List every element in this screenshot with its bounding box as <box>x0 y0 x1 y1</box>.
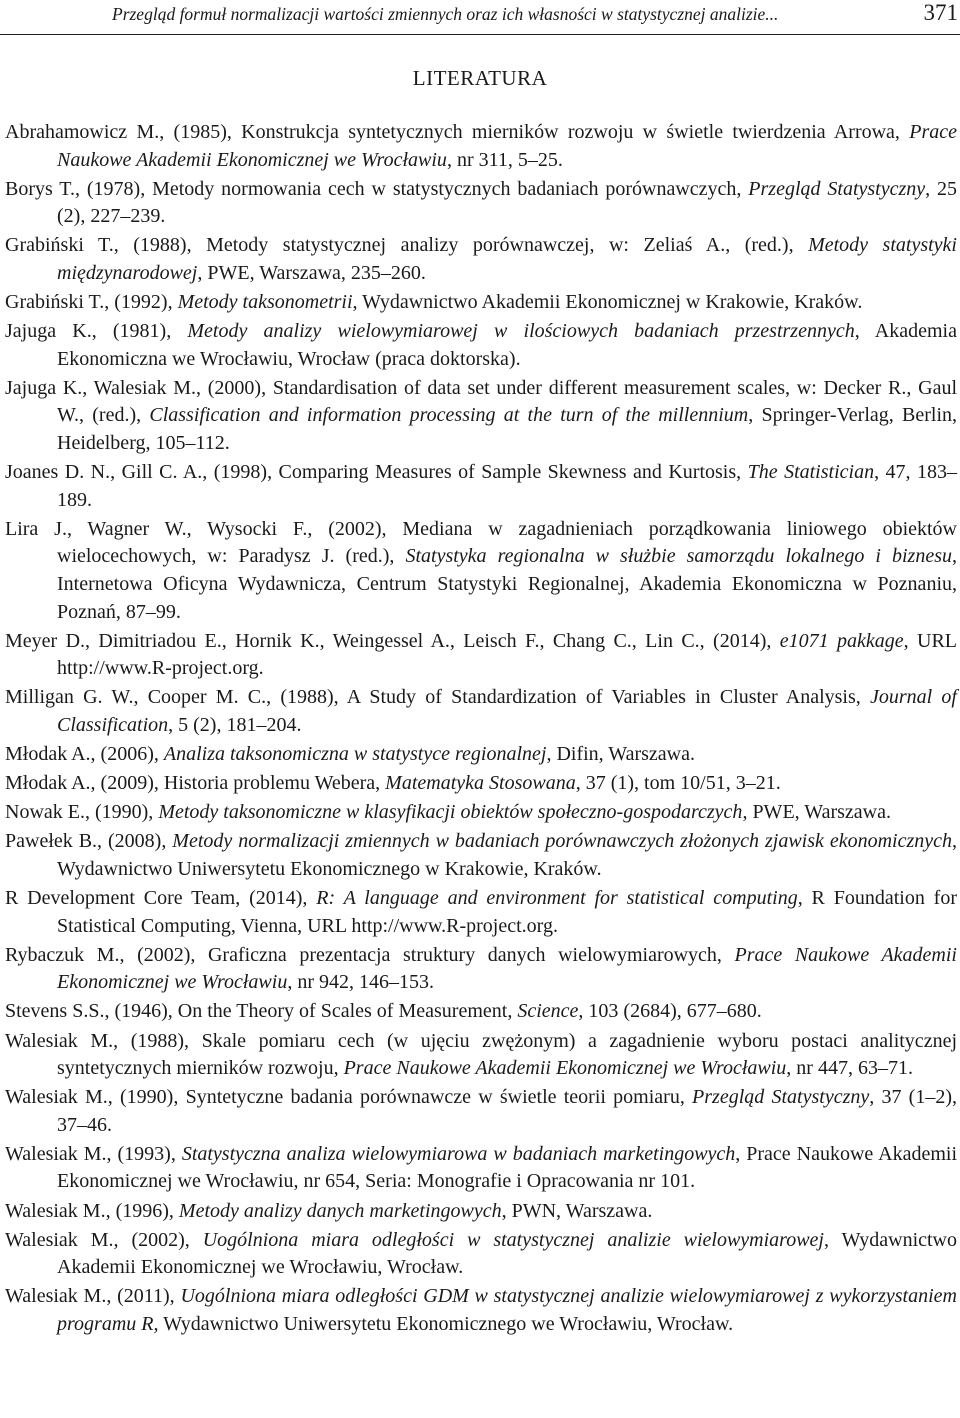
reference-title-italic: Classification and information processing at the turn of the millennium <box>149 404 749 427</box>
reference-title-italic: Przegląd Statystyczny <box>692 1086 870 1109</box>
reference-text: Milligan G. W., Cooper M. C., (1988), A Study of Standardization of Variables in Cluster Analysis, <box>5 686 870 709</box>
reference-title-italic: Statystyczna analiza wielowymiarowa w badaniach marketingowych <box>181 1142 736 1165</box>
reference-title-italic: Uogólniona miara odległości w statystycznej analizie wielowymiarowej <box>202 1228 824 1251</box>
reference-text: , PWN, Warszawa. <box>501 1199 653 1222</box>
reference-text: , nr 447, 63–71. <box>786 1057 913 1080</box>
reference-text: Grabiński T., (1988), Metody statystycznej analizy porównawczej, w: Zeliaś A., (red.), <box>5 234 809 257</box>
running-header <box>0 0 960 35</box>
reference-entry <box>5 741 957 769</box>
reference-text: Walesiak M., (1996), <box>5 1199 179 1222</box>
reference-title-italic: Statystyka regionalna w służbie samorządu lokalnego i biznesu <box>405 545 952 568</box>
page-number: 371 <box>923 0 958 25</box>
reference-title-italic: Metody normalizacji zmiennych w badaniach porównawczych złożonych zjawisk ekonomicznych <box>172 830 952 853</box>
reference-text: , 37 (1–2), 37–46. <box>57 1086 957 1136</box>
reference-title-italic: Journal of Classification <box>57 686 957 736</box>
reference-text: , Wydawnictwo Akademii Ekonomicznej w Krakowie, Kraków. <box>352 291 863 314</box>
reference-text: Meyer D., Dimitriadou E., Hornik K., Weingessel A., Leisch F., Chang C., Lin C., (2014), <box>5 629 780 652</box>
reference-title-italic: Metody analizy wielowymiarowej w ilościowych badaniach przestrzennych <box>187 320 855 343</box>
reference-text: Jajuga K., Walesiak M., (2000), Standardisation of data set under different measurement scales, w: Decker R., Gaul W., (red.), <box>5 376 957 427</box>
reference-text: , 25 (2), 227–239. <box>57 177 958 228</box>
section-title: LITERATURA <box>412 66 548 90</box>
reference-title-italic: Prace Naukowe Akademii Ekonomicznej we Wrocławiu <box>343 1057 787 1080</box>
reference-text: Młodak A., (2009), Historia problemu Webera, <box>5 772 386 795</box>
reference-title-italic: Prace Naukowe Akademii Ekonomicznej we Wrocławiu <box>57 943 957 994</box>
reference-text: , 37 (1), tom 10/51, 3–21. <box>575 772 781 795</box>
reference-entry <box>5 885 957 940</box>
reference-title-italic: Uogólniona miara odległości GDM w statystycznej analizie wielowymiarowej z wykorzystaniem programu R, <box>57 1285 957 1335</box>
reference-text: , PWE, Warszawa. <box>742 801 891 824</box>
reference-text: , Prace Naukowe Akademii Ekonomicznej we Wrocławiu, nr 654, Seria: Monografie i Opracowania nr 101. <box>57 1142 958 1193</box>
reference-text: Walesiak M., (2002), <box>5 1228 203 1251</box>
reference-entry <box>5 119 957 174</box>
reference-text: , nr 311, 5–25. <box>446 148 563 171</box>
reference-title-italic: Matematyka Stosowana <box>385 772 576 795</box>
reference-entry <box>5 459 957 514</box>
reference-text: , Springer-Verlag, Berlin, Heidelberg, 105–112. <box>57 404 957 455</box>
reference-entry <box>5 1141 957 1196</box>
reference-text: Młodak A., (2006), <box>5 743 164 766</box>
reference-entry <box>5 176 957 231</box>
reference-entry <box>5 942 957 997</box>
reference-text: Walesiak M., (2011), <box>5 1285 181 1308</box>
reference-title-italic: Metody taksonometrii <box>177 291 353 314</box>
reference-text: Borys T., (1978), Metody normowania cech w statystycznych badaniach porównawczych, <box>5 177 749 200</box>
reference-text: , Internetowa Oficyna Wydawnicza, Centrum Statystyki Regionalnej, Akademia Ekonomiczna w Poznaniu, Poznań, 87–99. <box>57 545 957 623</box>
reference-text: Rybaczuk M., (2002), Graficzna prezentacja struktury danych wielowymiarowych, <box>5 943 735 966</box>
reference-title-italic: Metody statystyki międzynarodowej <box>57 234 957 284</box>
reference-entry <box>5 1283 957 1338</box>
reference-title-italic: Prace Naukowe Akademii Ekonomicznej we Wrocławiu <box>57 121 957 171</box>
reference-text: , Wydawnictwo Akademii Ekonomicznej we Wrocławiu, Wrocław. <box>57 1228 958 1279</box>
reference-text: Stevens S.S., (1946), On the Theory of Scales of Measurement, <box>5 1000 518 1023</box>
reference-text: , Akademia Ekonomiczna we Wrocławiu, Wrocław (praca doktorska). <box>57 320 957 370</box>
reference-text: , 5 (2), 181–204. <box>168 713 302 736</box>
reference-entry <box>5 770 957 798</box>
reference-entry <box>5 1227 957 1282</box>
reference-entry <box>5 232 957 287</box>
reference-entry <box>5 799 957 827</box>
reference-entry <box>5 289 957 317</box>
reference-entry <box>5 628 957 683</box>
reference-entry <box>5 1028 957 1083</box>
reference-text: Pawełek B., (2008), <box>5 830 173 853</box>
reference-text: Walesiak M., (1990), Syntetyczne badania porównawcze w świetle teorii pomiaru, <box>5 1086 693 1109</box>
reference-text: Joanes D. N., Gill C. A., (1998), Comparing Measures of Sample Skewness and Kurtosis, <box>5 461 748 484</box>
reference-entry <box>5 516 957 626</box>
reference-entry <box>5 828 957 883</box>
reference-title-italic: R: A language and environment for statistical computing <box>316 887 798 910</box>
reference-text: Abrahamowicz M., (1985), Konstrukcja syntetycznych mierników rozwoju w świetle twierdzenia Arrowa, <box>5 121 910 143</box>
reference-text: Grabiński T., (1992), <box>5 291 178 314</box>
reference-text: , URL http://www.R-project.org. <box>57 629 957 680</box>
reference-text: , Wydawnictwo Uniwersytetu Ekonomicznego w Krakowie, Kraków. <box>57 830 957 880</box>
reference-list <box>5 119 957 1340</box>
reference-text: Lira J., Wagner W., Wysocki F., (2002), Mediana w zagadnieniach porządkowania liniowego obiektów wielocechowych, w: Paradysz J. (red.), <box>5 517 957 568</box>
reference-entry <box>5 1084 957 1139</box>
running-title: Przegląd formuł normalizacji wartości zmiennych oraz ich własności w statystycznej analizie... <box>112 4 779 24</box>
reference-text: , Difin, Warszawa. <box>546 743 695 766</box>
reference-text: , 47, 183–189. <box>57 461 958 511</box>
reference-text: Nowak E., (1990), <box>5 801 159 824</box>
reference-title-italic: Metody taksonomiczne w klasyfikacji obiektów społeczno-gospodarczych <box>158 801 743 824</box>
reference-text: Walesiak M., (1993), <box>5 1142 182 1165</box>
reference-entry <box>5 684 957 739</box>
reference-title-italic: Science <box>517 1000 579 1023</box>
reference-entry <box>5 1198 957 1226</box>
reference-text: , R Foundation for Statistical Computing, Vienna, URL http://www.R-project.org. <box>57 887 957 937</box>
reference-text: , nr 942, 146–153. <box>287 971 435 994</box>
reference-title-italic: e1071 pakkage <box>779 629 904 652</box>
reference-entry <box>5 318 957 373</box>
reference-title-italic: Analiza taksonomiczna w statystyce regionalnej <box>163 743 547 766</box>
reference-text: R Development Core Team, (2014), <box>5 887 317 910</box>
reference-text: Walesiak M., (1988), Skale pomiaru cech (w ujęciu zwężonym) a zagadnienie wyboru postaci analitycznej syntetycznych mierników rozwoju, <box>5 1029 957 1080</box>
reference-text: , 103 (2684), 677–680. <box>578 1000 762 1023</box>
reference-text: Jajuga K., (1981), <box>5 320 188 343</box>
reference-title-italic: Metody analizy danych marketingowych <box>178 1199 502 1222</box>
reference-text: , PWE, Warszawa, 235–260. <box>197 261 426 284</box>
reference-entry <box>5 375 957 458</box>
reference-title-italic: The Statistician <box>747 461 875 484</box>
reference-title-italic: Przegląd Statystyczny <box>748 177 926 200</box>
reference-text: Wydawnictwo Uniwersytetu Ekonomicznego we Wrocławiu, Wrocław. <box>158 1312 734 1335</box>
reference-entry <box>5 998 957 1026</box>
